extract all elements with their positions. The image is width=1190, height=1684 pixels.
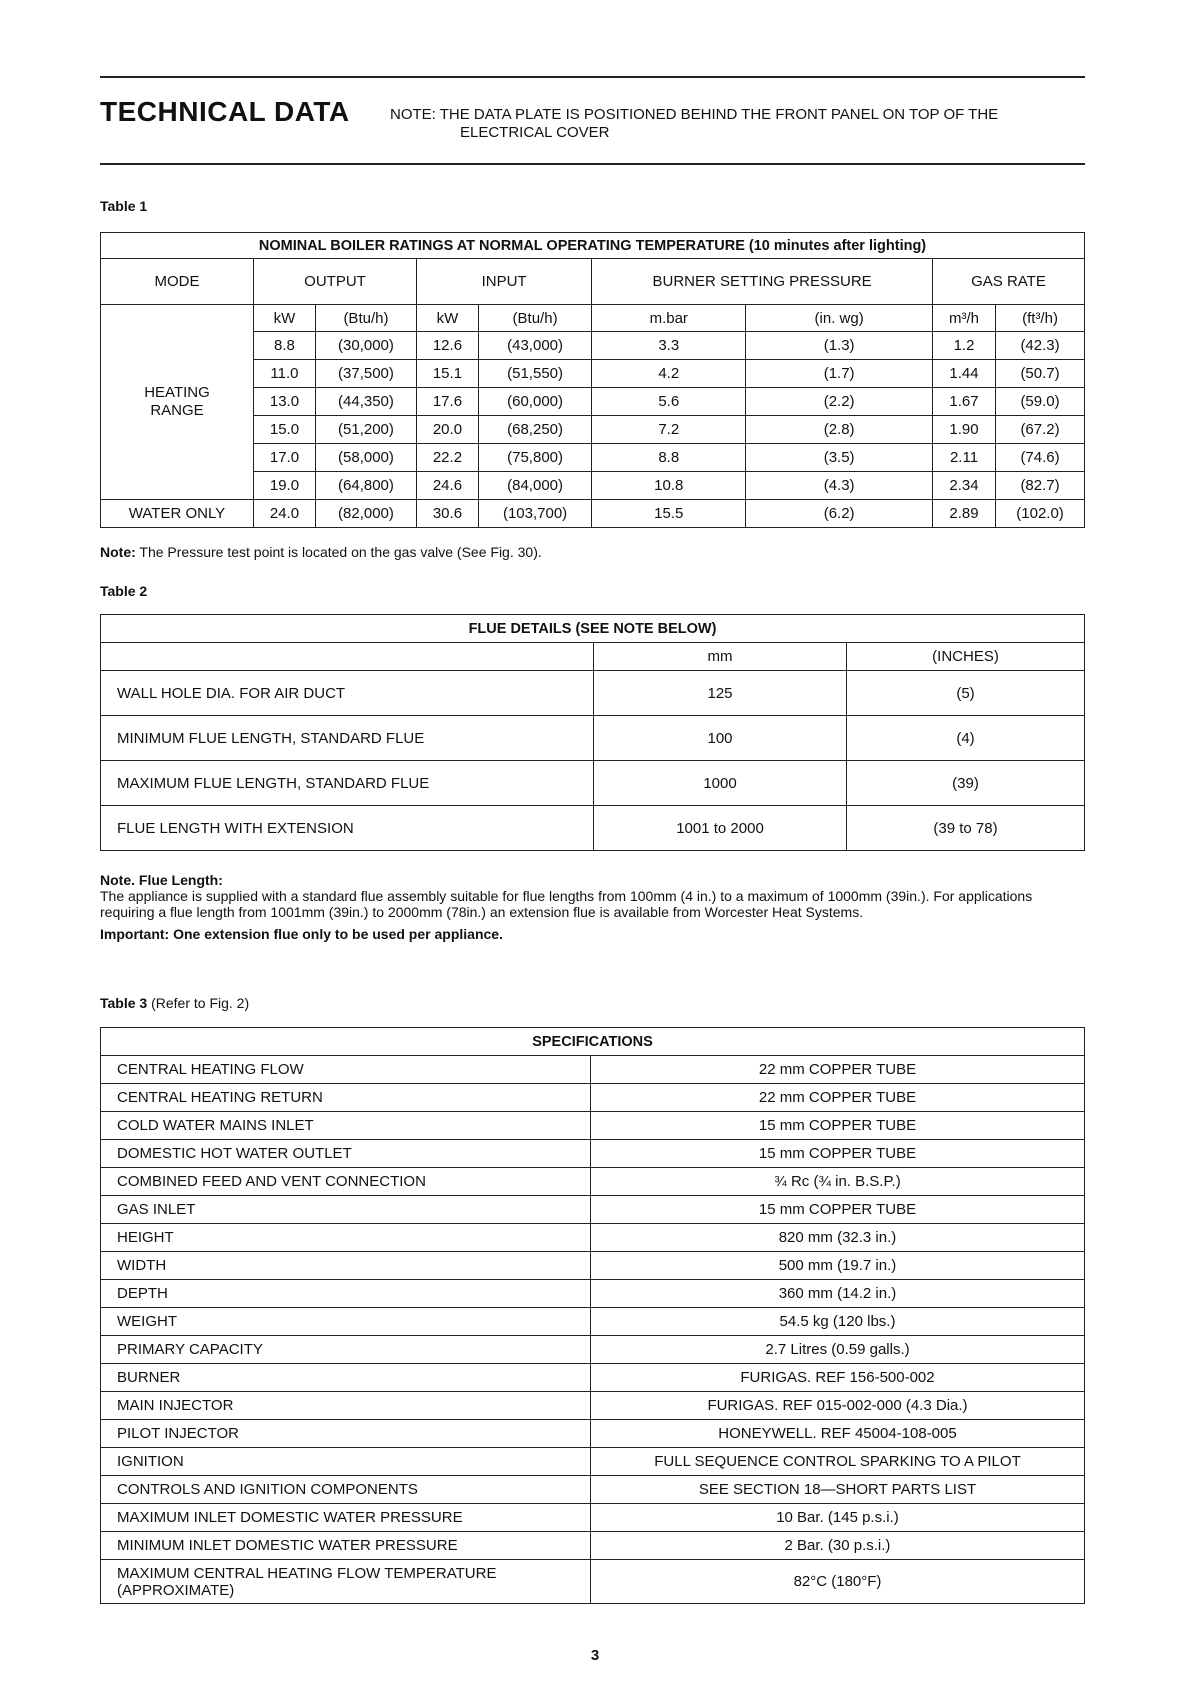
cell: 2.34 — [932, 472, 995, 500]
cell: (58,000) — [315, 444, 416, 472]
spec-value: 2.7 Litres (0.59 galls.) — [591, 1336, 1085, 1364]
cell: (82,000) — [315, 500, 416, 528]
cell: (3.5) — [746, 444, 933, 472]
table-row — [101, 1336, 1085, 1364]
spec-value: 15 mm COPPER TUBE — [591, 1140, 1085, 1168]
cell: (59.0) — [996, 388, 1085, 416]
cell: 10.8 — [592, 472, 746, 500]
cell: (39) — [847, 761, 1085, 806]
row-label: FLUE LENGTH WITH EXTENSION — [101, 806, 594, 851]
unit-cell: kW — [254, 305, 316, 332]
cell: (44,350) — [315, 388, 416, 416]
cell: (50.7) — [996, 360, 1085, 388]
spec-value: 2 Bar. (30 p.s.i.) — [591, 1532, 1085, 1560]
col-mode: MODE — [101, 259, 254, 305]
cell: (6.2) — [746, 500, 933, 528]
cell: 1.44 — [932, 360, 995, 388]
spec-label: MAXIMUM INLET DOMESTIC WATER PRESSURE — [101, 1504, 591, 1532]
col-burner-pressure: BURNER SETTING PRESSURE — [592, 259, 933, 305]
cell: (51,200) — [315, 416, 416, 444]
cell: 15.1 — [416, 360, 478, 388]
cell: 15.0 — [254, 416, 316, 444]
cell: 4.2 — [592, 360, 746, 388]
spec-value: 500 mm (19.7 in.) — [591, 1252, 1085, 1280]
spec-value: FURIGAS. REF 015-002-000 (4.3 Dia.) — [591, 1392, 1085, 1420]
cell: (74.6) — [996, 444, 1085, 472]
spec-value: ¾ Rc (¾ in. B.S.P.) — [591, 1168, 1085, 1196]
spec-value: 22 mm COPPER TUBE — [591, 1084, 1085, 1112]
table1-note-label: Note: — [100, 544, 136, 560]
cell: 1.67 — [932, 388, 995, 416]
spec-label: IGNITION — [101, 1448, 591, 1476]
unit-cell: (ft³/h) — [996, 305, 1085, 332]
cell: (30,000) — [315, 332, 416, 360]
cell: 20.0 — [416, 416, 478, 444]
spec-value: 82°C (180°F) — [591, 1560, 1085, 1604]
spec-value: 22 mm COPPER TUBE — [591, 1056, 1085, 1084]
cell: (82.7) — [996, 472, 1085, 500]
cell: 1000 — [594, 761, 847, 806]
boiler-ratings-table — [100, 232, 1085, 528]
cell: (75,800) — [478, 444, 591, 472]
row-label: MINIMUM FLUE LENGTH, STANDARD FLUE — [101, 716, 594, 761]
table2-caption: Table 2 — [100, 583, 148, 599]
spec-value: FULL SEQUENCE CONTROL SPARKING TO A PILOT — [591, 1448, 1085, 1476]
spec-value: 10 Bar. (145 p.s.i.) — [591, 1504, 1085, 1532]
flue-note-heading: Note. Flue Length: — [100, 872, 223, 888]
cell: (42.3) — [996, 332, 1085, 360]
cell: (43,000) — [478, 332, 591, 360]
page-title: TECHNICAL DATA — [100, 96, 350, 127]
cell: (5) — [847, 671, 1085, 716]
spec-label: DOMESTIC HOT WATER OUTLET — [101, 1140, 591, 1168]
spec-label: MINIMUM INLET DOMESTIC WATER PRESSURE — [101, 1532, 591, 1560]
spec-label: HEIGHT — [101, 1224, 591, 1252]
cell: 100 — [594, 716, 847, 761]
data-plate-note-line2: ELECTRICAL COVER — [460, 124, 610, 141]
flue-note-body: The appliance is supplied with a standard flue assembly suitable for flue lengths from 100mm (4 in.) to a maximum of 1000mm (39in.). For applications requiring a flue length from 1001mm (39in.) to 2000mm (78in.) an extension flue is available from Worcester Heat Systems. — [100, 888, 1033, 920]
header-rule — [100, 163, 1085, 165]
unit-cell: (in. wg) — [746, 305, 933, 332]
cell: 1.2 — [932, 332, 995, 360]
table-row — [101, 806, 1085, 851]
cell: (60,000) — [478, 388, 591, 416]
spec-label: PILOT INJECTOR — [101, 1420, 591, 1448]
cell: 17.0 — [254, 444, 316, 472]
top-rule — [100, 76, 1085, 78]
table3-caption-ref: (Refer to Fig. 2) — [147, 995, 250, 1011]
cell: 2.89 — [932, 500, 995, 528]
spec-label: COLD WATER MAINS INLET — [101, 1112, 591, 1140]
cell: 22.2 — [416, 444, 478, 472]
flue-note-important: Important: One extension flue only to be used per appliance. — [100, 926, 503, 942]
spec-label: WEIGHT — [101, 1308, 591, 1336]
spec-label: CONTROLS AND IGNITION COMPONENTS — [101, 1476, 591, 1504]
water-only-label: WATER ONLY — [101, 500, 254, 528]
cell: 1001 to 2000 — [594, 806, 847, 851]
spec-label: GAS INLET — [101, 1196, 591, 1224]
table1-title: NOMINAL BOILER RATINGS AT NORMAL OPERATING TEMPERATURE (10 minutes after lighting) — [101, 233, 1085, 259]
spec-value: 820 mm (32.3 in.) — [591, 1224, 1085, 1252]
cell: 19.0 — [254, 472, 316, 500]
spec-value: HONEYWELL. REF 45004-108-005 — [591, 1420, 1085, 1448]
heating-label-line2: RANGE — [150, 402, 204, 419]
col-input: INPUT — [416, 259, 591, 305]
last-label-line2: (APPROXIMATE) — [117, 1581, 235, 1599]
page-number: 3 — [590, 1647, 600, 1664]
cell: (2.2) — [746, 388, 933, 416]
spec-label: CENTRAL HEATING RETURN — [101, 1084, 591, 1112]
table-row — [101, 761, 1085, 806]
table-row — [101, 1168, 1085, 1196]
unit-cell: (Btu/h) — [478, 305, 591, 332]
table-row — [101, 1056, 1085, 1084]
spec-label: COMBINED FEED AND VENT CONNECTION — [101, 1168, 591, 1196]
table1-caption: Table 1 — [100, 198, 148, 214]
cell: 7.2 — [592, 416, 746, 444]
spec-value: SEE SECTION 18—SHORT PARTS LIST — [591, 1476, 1085, 1504]
table-row — [101, 1392, 1085, 1420]
table-row — [101, 1280, 1085, 1308]
table-row — [101, 1448, 1085, 1476]
spec-label: BURNER — [101, 1364, 591, 1392]
table-row — [101, 1420, 1085, 1448]
table-row — [101, 1224, 1085, 1252]
table-row — [101, 1476, 1085, 1504]
cell: 24.6 — [416, 472, 478, 500]
col-gas-rate: GAS RATE — [932, 259, 1084, 305]
heating-label-line1: HEATING — [144, 384, 210, 401]
cell: (103,700) — [478, 500, 591, 528]
cell: (37,500) — [315, 360, 416, 388]
cell: (64,800) — [315, 472, 416, 500]
spec-label: DEPTH — [101, 1280, 591, 1308]
table2-title: FLUE DETAILS (SEE NOTE BELOW) — [101, 615, 1085, 643]
flue-length-note — [100, 872, 1085, 942]
table-row — [101, 1364, 1085, 1392]
cell: (102.0) — [996, 500, 1085, 528]
cell: (68,250) — [478, 416, 591, 444]
cell: (1.7) — [746, 360, 933, 388]
flue-details-table — [100, 614, 1085, 851]
cell: 1.90 — [932, 416, 995, 444]
cell: (84,000) — [478, 472, 591, 500]
cell: 24.0 — [254, 500, 316, 528]
unit-cell: m.bar — [592, 305, 746, 332]
col-inches: (INCHES) — [847, 643, 1085, 671]
specifications-table — [100, 1027, 1085, 1604]
spec-value: 54.5 kg (120 lbs.) — [591, 1308, 1085, 1336]
cell: 5.6 — [592, 388, 746, 416]
cell: 17.6 — [416, 388, 478, 416]
table-row — [101, 1560, 1085, 1604]
table-row — [101, 1140, 1085, 1168]
spec-label: WIDTH — [101, 1252, 591, 1280]
spec-value: 15 mm COPPER TUBE — [591, 1196, 1085, 1224]
spec-label — [101, 1560, 591, 1604]
cell: (4) — [847, 716, 1085, 761]
spec-label: MAIN INJECTOR — [101, 1392, 591, 1420]
cell: 11.0 — [254, 360, 316, 388]
data-plate-note — [390, 106, 1090, 142]
table-row — [101, 1308, 1085, 1336]
data-plate-note-line1: NOTE: THE DATA PLATE IS POSITIONED BEHIND THE FRONT PANEL ON TOP OF THE — [390, 106, 999, 123]
table-row — [101, 716, 1085, 761]
col-mm: mm — [594, 643, 847, 671]
table3-caption — [100, 995, 249, 1011]
col-output: OUTPUT — [254, 259, 417, 305]
cell: 15.5 — [592, 500, 746, 528]
table2-blank-header — [101, 643, 594, 671]
table-row — [101, 1504, 1085, 1532]
table3-caption-label: Table 3 — [100, 995, 148, 1011]
cell: 8.8 — [592, 444, 746, 472]
unit-cell: kW — [416, 305, 478, 332]
table-row — [101, 1196, 1085, 1224]
cell: (4.3) — [746, 472, 933, 500]
cell: 13.0 — [254, 388, 316, 416]
cell: 3.3 — [592, 332, 746, 360]
table-row — [101, 671, 1085, 716]
row-label: MAXIMUM FLUE LENGTH, STANDARD FLUE — [101, 761, 594, 806]
spec-label: CENTRAL HEATING FLOW — [101, 1056, 591, 1084]
unit-cell: (Btu/h) — [315, 305, 416, 332]
spec-value: 360 mm (14.2 in.) — [591, 1280, 1085, 1308]
cell: 125 — [594, 671, 847, 716]
spec-value: FURIGAS. REF 156-500-002 — [591, 1364, 1085, 1392]
cell: (1.3) — [746, 332, 933, 360]
cell: (51,550) — [478, 360, 591, 388]
cell: 8.8 — [254, 332, 316, 360]
spec-label: PRIMARY CAPACITY — [101, 1336, 591, 1364]
heating-range-label — [101, 305, 254, 500]
cell: (39 to 78) — [847, 806, 1085, 851]
row-label: WALL HOLE DIA. FOR AIR DUCT — [101, 671, 594, 716]
cell: (2.8) — [746, 416, 933, 444]
last-label-line1: MAXIMUM CENTRAL HEATING FLOW TEMPERATURE — [117, 1564, 497, 1582]
table-row — [101, 500, 1085, 528]
table-row — [101, 1252, 1085, 1280]
spec-value: 15 mm COPPER TUBE — [591, 1112, 1085, 1140]
table3-title: SPECIFICATIONS — [101, 1028, 1085, 1056]
cell: 30.6 — [416, 500, 478, 528]
table-row — [101, 1532, 1085, 1560]
unit-cell: m³/h — [932, 305, 995, 332]
table1-note — [100, 544, 1085, 560]
table-row — [101, 1084, 1085, 1112]
cell: 2.11 — [932, 444, 995, 472]
cell: (67.2) — [996, 416, 1085, 444]
table1-note-text: The Pressure test point is located on the gas valve (See Fig. 30). — [135, 544, 542, 560]
cell: 12.6 — [416, 332, 478, 360]
table-row — [101, 1112, 1085, 1140]
